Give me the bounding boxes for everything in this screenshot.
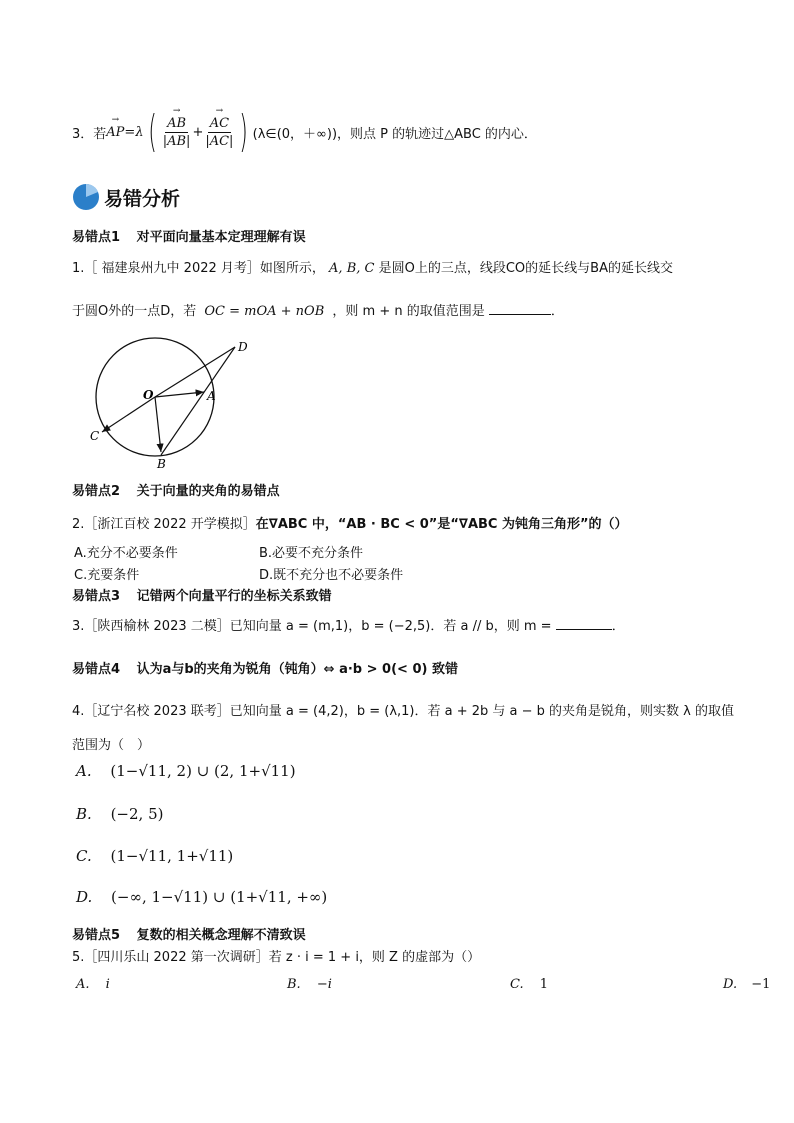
option-label: B. [287,977,301,992]
q4-option-c [76,847,233,865]
q3-end: ． [611,619,625,634]
error-point-3 [72,585,332,604]
error-point-label: 易错点4 [72,662,121,677]
q5-source: 5.［四川乐山 2022 第一次调研］ [72,950,269,965]
intro-item3-lambda: =λ [124,124,144,140]
error-point-text: 关于向量的夹角的易错点 [136,484,280,499]
answer-blank [556,617,612,630]
q1-line2-b: ，则 m + n 的取值范围是 [332,304,485,319]
q4-option-a [76,762,296,780]
q5-option-b [287,977,332,992]
q1-text: 如图所示， [259,261,325,276]
option-label: C. [76,847,92,865]
q5-option-a [76,977,110,992]
option-label: A. [76,762,92,780]
answer-blank [489,302,551,315]
q4-option-d [76,888,327,906]
q5-question [72,946,480,965]
q3-question [72,615,625,634]
circle-figure [85,335,265,475]
option-value: (−∞, 1−√11) ∪ (1+√11, +∞) [111,888,328,906]
q2-option-a: A.充分不必要条件 [74,546,178,561]
error-point-label: 易错点1 [72,230,121,245]
q4-question [72,700,734,719]
label-d: D [238,340,248,354]
q5-option-c [510,977,548,992]
option-value: −1 [751,977,771,992]
q2-text: 在∇ABC 中，“AB · BC < 0”是“∇ABC 为钝角三角形”的（） [255,517,628,532]
option-value: i [105,977,110,992]
error-point-2 [72,480,280,499]
error-point-label: 易错点3 [72,589,121,604]
option-label: C. [510,977,524,992]
right-paren: ) [239,106,249,157]
option-label: D. [723,977,738,992]
q1-line1 [72,257,673,276]
intro-plus: + [192,124,204,140]
intro-frac2 [205,116,233,149]
intro-item3-lhs: → AP [106,125,124,140]
error-point-text: 对平面向量基本定理理解有误 [136,230,306,245]
error-point-1 [72,226,306,245]
q2-option-b: B.必要不充分条件 [259,546,364,561]
left-paren: ( [147,106,157,157]
error-point-label: 易错点2 [72,484,121,499]
intro-item3-prefix: 3．若 [72,126,107,142]
segment-bd [161,347,235,455]
error-point-4 [72,658,458,677]
pie-icon [72,183,100,211]
intro-frac1-den: |AB| [162,133,191,149]
q1-math: A, B, C [329,261,375,276]
q4-line2: 范围为（ ） [72,738,151,753]
q1-source: 1.［ 福建泉州九中 2022 月考］ [72,261,260,276]
option-label: B. [76,805,92,823]
intro-frac2-num: → AC [208,116,231,133]
error-point-5 [72,924,306,943]
label-c: C [90,429,100,443]
q1-line2-math: OC = mOA + nOB [204,304,325,319]
q1-end: ． [550,304,564,319]
q4-option-b [76,805,163,823]
error-point-text: 复数的相关概念理解不清致误 [136,928,306,943]
q3-source: 3.［陕西榆林 2023 二模］ [72,619,230,634]
q3-text: 已知向量 a = (m,1)，b = (−2,5)．若 a // b，则 m = [229,619,552,634]
label-o: O [143,388,154,402]
error-point-text: 认为a与b的夹角为锐角（钝角）⇔ a·b > 0(< 0) 致错 [136,662,458,677]
option-label: D. [76,888,93,906]
intro-item3-range: (λ∈(0，＋∞))，则点 P 的轨迹过△ABC 的内心． [252,126,537,142]
q5-text: 若 z · i = 1 + i，则 Z 的虚部为（） [268,950,481,965]
q4-source: 4.［辽宁名校 2023 联考］ [72,704,230,719]
q5-option-d [723,977,770,992]
intro-frac2-den: |AC| [205,133,234,149]
vector-oc [102,397,155,432]
section-title: 易错分析 [104,187,181,210]
option-value: (1−√11, 2) ∪ (2, 1+√11) [110,762,296,780]
option-label: A. [76,977,90,992]
error-point-text: 记错两个向量平行的坐标关系致错 [136,589,332,604]
intro-frac1-num: → AB [165,116,188,133]
error-point-label: 易错点5 [72,928,121,943]
q4-text: 已知向量 a = (4,2)，b = (λ,1)．若 a + 2b 与 a − b 的夹角是锐角，则实数 λ 的取值 [229,704,734,719]
label-b: B [157,457,166,471]
q2-question [72,513,628,532]
q2-option-c: C.充要条件 [74,568,140,583]
q1-line2-a: 于圆O外的一点D，若 [72,304,197,319]
option-value: (−2, 5) [110,805,164,823]
q1-tail: 是圆O上的三点，线段CO的延长线与BA的延长线交 [378,261,673,276]
option-value: 1 [539,977,549,992]
q2-option-d: D.既不充分也不必要条件 [259,568,404,583]
section-header [72,183,180,211]
intro-item3 [72,104,537,160]
option-value: −i [316,977,332,992]
option-value: (1−√11, 1+√11) [110,847,234,865]
vector-ob [155,397,161,452]
q1-line2 [72,300,564,319]
q2-source: 2.［浙江百校 2022 开学模拟］ [72,517,256,532]
intro-frac1 [163,116,191,149]
label-a: A [207,389,216,403]
